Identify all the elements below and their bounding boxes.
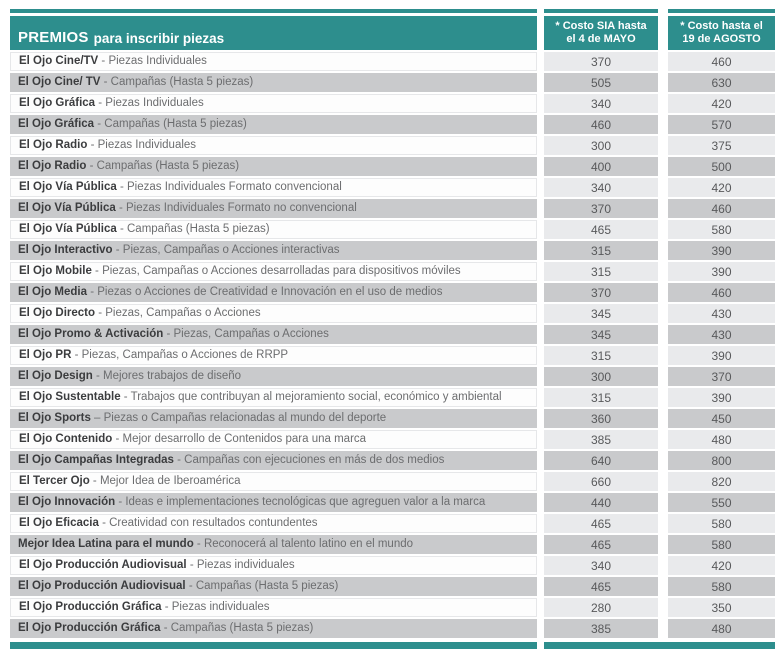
award-description: - Campañas con ejecuciones en más de dos medios [173, 454, 445, 466]
table-row [10, 577, 775, 596]
award-description: - Ideas e implementaciones tecnológicas que agreguen valor a la marca [115, 496, 486, 508]
header-title-strong: PREMIOS [18, 29, 89, 46]
cost-late-value: 570 [668, 115, 775, 134]
cost-early-value: 340 [544, 94, 658, 113]
cost-early-value: 370 [544, 283, 658, 302]
award-label [10, 556, 537, 575]
award-label [10, 535, 537, 554]
cost-early-value: 440 [544, 493, 658, 512]
award-label [10, 178, 537, 197]
cost-late-value: 480 [668, 430, 775, 449]
award-label [10, 430, 537, 449]
award-description: - Piezas o Acciones de Creatividad e Innovación en el uso de medios [87, 286, 443, 298]
table-row [10, 199, 775, 218]
table-row [10, 388, 775, 407]
award-description: - Piezas, Campañas o Acciones interactivas [112, 244, 340, 256]
table-row [10, 535, 775, 554]
table-row [10, 367, 775, 386]
award-description: - Mejor Idea de Iberoamérica [89, 475, 241, 487]
cost-late-value: 350 [668, 598, 775, 617]
award-label [10, 388, 537, 407]
award-label [10, 52, 537, 71]
header-cost-late [668, 16, 775, 50]
award-description: - Mejor desarrollo de Contenidos para una marca [112, 433, 367, 445]
header-title [10, 16, 537, 50]
cost-early-value: 315 [544, 262, 658, 281]
cost-early-value: 315 [544, 346, 658, 365]
cost-early-value: 300 [544, 367, 658, 386]
table-row [10, 325, 775, 344]
header-cost-early-line2: el 4 de MAYO [566, 33, 636, 45]
award-label [10, 325, 537, 344]
table-row [10, 430, 775, 449]
cost-late-value: 580 [668, 514, 775, 533]
award-name: El Ojo Promo & Activación [18, 328, 164, 340]
award-name: El Ojo Radio [19, 139, 88, 151]
award-name: El Ojo Vía Pública [19, 223, 117, 235]
award-description: - Piezas, Campañas o Acciones de RRPP [71, 349, 289, 361]
cost-late-value: 370 [668, 367, 775, 386]
cost-early-value: 315 [544, 241, 658, 260]
table-row [10, 472, 775, 491]
table-row [10, 304, 775, 323]
cost-early-value: 505 [544, 73, 658, 92]
cost-early-value: 360 [544, 409, 658, 428]
cost-early-value: 340 [544, 178, 658, 197]
top-rule [10, 9, 775, 13]
award-name: El Ojo Radio [18, 160, 87, 172]
table-row [10, 115, 775, 134]
award-name: El Ojo Cine/ TV [18, 76, 101, 88]
award-name: El Ojo Media [18, 286, 88, 298]
award-label [10, 220, 537, 239]
table-header [10, 16, 775, 50]
cost-early-value: 300 [544, 136, 658, 155]
award-description: - Campañas (Hasta 5 piezas) [116, 223, 270, 235]
bottom-rule [10, 642, 775, 649]
header-cost-late-line2: 19 de AGOSTO [682, 33, 761, 45]
cost-early-value: 660 [544, 472, 658, 491]
award-label [10, 514, 537, 533]
cost-late-value: 460 [668, 52, 775, 71]
award-description: - Campañas (Hasta 5 piezas) [94, 118, 247, 130]
cost-early-value: 280 [544, 598, 658, 617]
award-name: El Ojo Gráfica [19, 97, 96, 109]
award-description: - Piezas Individuales Formato convencional [116, 181, 342, 193]
cost-early-value: 460 [544, 115, 658, 134]
award-name: El Ojo PR [19, 349, 72, 361]
award-name: El Ojo Directo [19, 307, 96, 319]
table-row [10, 220, 775, 239]
table-row [10, 598, 775, 617]
table-body [10, 52, 777, 638]
table-row [10, 556, 775, 575]
cost-early-value: 370 [544, 52, 658, 71]
award-label [10, 115, 537, 134]
award-label [10, 451, 537, 470]
cost-late-value: 430 [668, 304, 775, 323]
top-rule-col2-segment [668, 9, 775, 13]
award-label [10, 157, 537, 176]
award-description: - Campañas (Hasta 5 piezas) [86, 160, 240, 172]
award-name: El Ojo Innovación [18, 496, 116, 508]
cost-early-value: 345 [544, 325, 658, 344]
award-description: - Campañas (Hasta 5 piezas) [160, 622, 314, 634]
award-label [10, 598, 537, 617]
award-name: El Ojo Producción Audiovisual [19, 559, 187, 571]
award-description: - Piezas individuales [186, 559, 295, 571]
cost-late-value: 390 [668, 388, 775, 407]
cost-late-value: 430 [668, 325, 775, 344]
header-cost-late-line1: * Costo hasta el [680, 20, 763, 32]
cost-early-value: 465 [544, 514, 658, 533]
cost-early-value: 640 [544, 451, 658, 470]
cost-late-value: 800 [668, 451, 775, 470]
award-description: - Piezas, Campañas o Acciones [163, 328, 329, 340]
header-title-rest: para inscribir piezas [93, 31, 225, 46]
award-description: – Piezas o Campañas relacionadas al mundo del deporte [90, 412, 387, 424]
cost-late-value: 450 [668, 409, 775, 428]
award-label [10, 199, 537, 218]
cost-late-value: 820 [668, 472, 775, 491]
cost-late-value: 420 [668, 556, 775, 575]
cost-late-value: 580 [668, 220, 775, 239]
cost-late-value: 500 [668, 157, 775, 176]
top-rule-col1-segment [544, 9, 658, 13]
table-row [10, 346, 775, 365]
cost-late-value: 580 [668, 577, 775, 596]
award-name: El Ojo Interactivo [18, 244, 113, 256]
award-description: - Mejores trabajos de diseño [92, 370, 242, 382]
award-name: El Ojo Producción Gráfica [18, 622, 161, 634]
award-name: El Ojo Vía Pública [19, 181, 117, 193]
award-description: - Creatividad con resultados contundentes [98, 517, 318, 529]
table-row [10, 493, 775, 512]
award-name: El Tercer Ojo [19, 475, 90, 487]
cost-early-value: 465 [544, 220, 658, 239]
award-label [10, 73, 537, 92]
cost-late-value: 460 [668, 199, 775, 218]
award-label [10, 262, 537, 281]
award-name: El Ojo Producción Gráfica [19, 601, 162, 613]
award-description: - Piezas, Campañas o Acciones desarrolladas para dispositivos móviles [91, 265, 461, 277]
award-description: - Campañas (Hasta 5 piezas) [100, 76, 254, 88]
award-description: - Piezas Individuales Formato no convencional [115, 202, 357, 214]
award-description: - Reconocerá al talento latino en el mundo [193, 538, 414, 550]
award-name: El Ojo Cine/TV [19, 55, 99, 67]
cost-early-value: 385 [544, 619, 658, 638]
award-name: El Ojo Campañas Integradas [18, 454, 174, 466]
award-name: El Ojo Mobile [19, 265, 92, 277]
cost-late-value: 390 [668, 262, 775, 281]
table-row [10, 619, 775, 638]
award-description: - Piezas, Campañas o Acciones [95, 307, 261, 319]
cost-late-value: 390 [668, 346, 775, 365]
cost-early-value: 315 [544, 388, 658, 407]
award-description: - Trabajos que contribuyan al mejoramiento social, económico y ambiental [120, 391, 502, 403]
award-label [10, 409, 537, 428]
award-description: - Piezas Individuales [98, 55, 207, 67]
award-label [10, 136, 537, 155]
award-label [10, 577, 537, 596]
table-row [10, 52, 775, 71]
cost-late-value: 580 [668, 535, 775, 554]
header-cost-early [544, 16, 658, 50]
award-label [10, 493, 537, 512]
award-name: El Ojo Eficacia [19, 517, 99, 529]
award-description: - Piezas Individuales [87, 139, 197, 151]
award-name: El Ojo Sports [18, 412, 91, 424]
award-name: El Ojo Gráfica [18, 118, 95, 130]
cost-early-value: 370 [544, 199, 658, 218]
top-rule-label-segment [10, 9, 537, 13]
cost-late-value: 375 [668, 136, 775, 155]
table-row [10, 73, 775, 92]
cost-early-value: 465 [544, 535, 658, 554]
cost-early-value: 345 [544, 304, 658, 323]
table-row [10, 94, 775, 113]
cost-late-value: 420 [668, 178, 775, 197]
cost-late-value: 390 [668, 241, 775, 260]
table-row [10, 409, 775, 428]
award-name: El Ojo Producción Audiovisual [18, 580, 186, 592]
table-row [10, 241, 775, 260]
cost-late-value: 420 [668, 94, 775, 113]
table-row [10, 514, 775, 533]
table-row [10, 136, 775, 155]
cost-late-value: 550 [668, 493, 775, 512]
award-name: El Ojo Vía Pública [18, 202, 116, 214]
cost-late-value: 480 [668, 619, 775, 638]
bottom-rule-costs-segment [544, 642, 775, 649]
award-label [10, 346, 537, 365]
table-row [10, 451, 775, 470]
cost-early-value: 385 [544, 430, 658, 449]
award-label [10, 241, 537, 260]
award-label [10, 283, 537, 302]
award-label [10, 472, 537, 491]
table-row [10, 283, 775, 302]
award-description: - Piezas individuales [161, 601, 270, 613]
cost-late-value: 630 [668, 73, 775, 92]
award-description: - Campañas (Hasta 5 piezas) [185, 580, 339, 592]
award-name: Mejor Idea Latina para el mundo [18, 538, 194, 550]
award-description: - Piezas Individuales [95, 97, 204, 109]
award-name: El Ojo Contenido [19, 433, 113, 445]
cost-early-value: 400 [544, 157, 658, 176]
cost-early-value: 465 [544, 577, 658, 596]
award-label [10, 367, 537, 386]
table-row [10, 262, 775, 281]
cost-late-value: 460 [668, 283, 775, 302]
award-label [10, 94, 537, 113]
table-row [10, 178, 775, 197]
award-name: El Ojo Design [18, 370, 93, 382]
cost-early-value: 340 [544, 556, 658, 575]
award-label [10, 619, 537, 638]
header-cost-early-line1: * Costo SIA hasta [555, 20, 647, 32]
award-label [10, 304, 537, 323]
bottom-rule-label-segment [10, 642, 537, 649]
award-name: El Ojo Sustentable [19, 391, 121, 403]
table-row [10, 157, 775, 176]
